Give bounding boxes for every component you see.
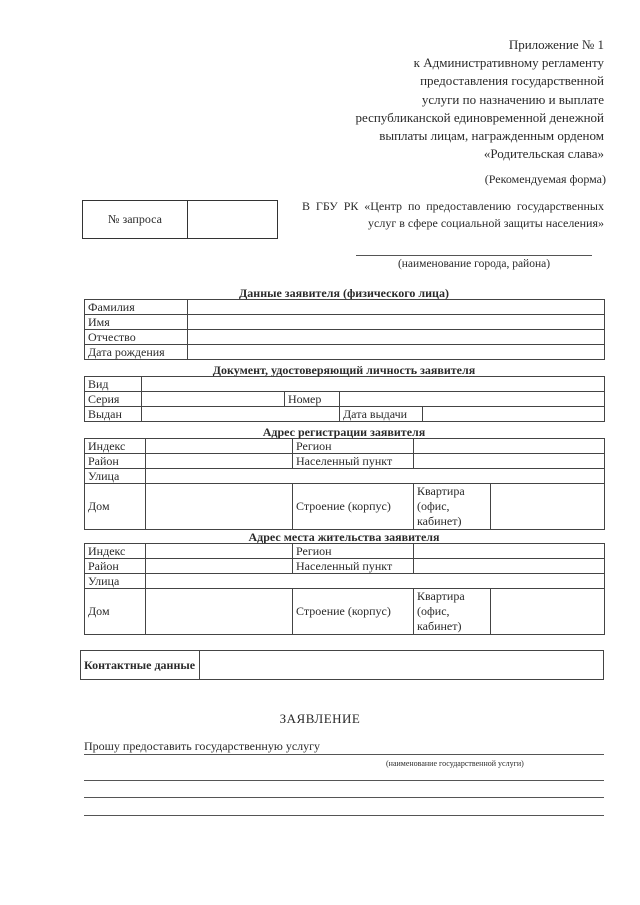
doc-issued-field[interactable] — [142, 407, 340, 422]
reg-district-label: Район — [85, 454, 146, 469]
reg-district-field[interactable] — [146, 454, 293, 469]
addressee-text: В ГБУ РК «Центр по предоставлению государственных услуг в сфере социальной защиты населения» — [302, 199, 604, 230]
header-line: к Административному регламенту — [413, 55, 604, 71]
table-row — [85, 589, 605, 635]
table-row — [85, 315, 605, 330]
reg-house-field[interactable] — [146, 484, 293, 530]
doc-issued-label: Выдан — [85, 407, 142, 422]
reg-region-field[interactable] — [414, 439, 605, 454]
appendix-header — [274, 36, 604, 163]
request-number-label: № запроса — [83, 201, 188, 238]
contacts-label: Контактные данные — [81, 651, 200, 680]
statement-title: ЗАЯВЛЕНИЕ — [279, 711, 361, 726]
res-apartment-field[interactable] — [491, 589, 605, 635]
doc-issue-date-label: Дата выдачи — [340, 407, 423, 422]
reg-address-table — [84, 438, 605, 530]
res-street-label: Улица — [85, 574, 146, 589]
res-apartment-label: Квартира (офис, кабинет) — [414, 589, 491, 635]
doc-series-label: Серия — [85, 392, 142, 407]
reg-building-label: Строение (корпус) — [293, 484, 414, 530]
applicant-section-title: Данные заявителя (физического лица) — [239, 286, 449, 300]
reg-locality-field[interactable] — [414, 454, 605, 469]
res-locality-label: Населенный пункт — [293, 559, 414, 574]
service-name-line[interactable] — [84, 754, 604, 755]
table-row — [81, 651, 604, 680]
res-house-label: Дом — [85, 589, 146, 635]
res-index-label: Индекс — [85, 544, 146, 559]
res-address-section-title: Адрес места жительства заявителя — [248, 530, 440, 544]
table-row — [85, 377, 605, 392]
city-district-caption: (наименование города, района) — [397, 258, 551, 270]
reg-street-field[interactable] — [146, 469, 605, 484]
table-row — [85, 454, 605, 469]
birth-date-label: Дата рождения — [85, 345, 188, 360]
reg-house-label: Дом — [85, 484, 146, 530]
res-house-field[interactable] — [146, 589, 293, 635]
doc-issue-date-field[interactable] — [423, 407, 605, 422]
res-district-field[interactable] — [146, 559, 293, 574]
name-field[interactable] — [188, 315, 605, 330]
name-label: Имя — [85, 315, 188, 330]
reg-region-label: Регион — [293, 439, 414, 454]
table-row — [85, 439, 605, 454]
res-region-field[interactable] — [414, 544, 605, 559]
reg-address-section-title: Адрес регистрации заявителя — [262, 425, 426, 439]
surname-label: Фамилия — [85, 300, 188, 315]
res-index-field[interactable] — [146, 544, 293, 559]
table-row — [85, 407, 605, 422]
res-region-label: Регион — [293, 544, 414, 559]
res-address-table — [84, 543, 605, 635]
table-row — [85, 484, 605, 530]
table-row — [85, 469, 605, 484]
doc-number-field[interactable] — [340, 392, 605, 407]
request-number-box — [82, 200, 278, 239]
service-name-caption: (наименование государственной услуги) — [386, 759, 524, 768]
city-district-line[interactable] — [356, 255, 592, 256]
birth-date-field[interactable] — [188, 345, 605, 360]
patronymic-field[interactable] — [188, 330, 605, 345]
table-row — [85, 544, 605, 559]
applicant-table — [84, 299, 605, 360]
res-locality-field[interactable] — [414, 559, 605, 574]
service-name-line-2[interactable] — [84, 780, 604, 781]
document-section-title: Документ, удостоверяющий личность заявителя — [212, 363, 476, 377]
doc-series-field[interactable] — [142, 392, 285, 407]
patronymic-label: Отчество — [85, 330, 188, 345]
res-building-label: Строение (корпус) — [293, 589, 414, 635]
request-number-field[interactable] — [188, 201, 277, 238]
table-row — [85, 330, 605, 345]
header-line: услуги по назначению и выплате — [421, 91, 604, 107]
reg-apartment-label: Квартира (офис, кабинет) — [414, 484, 491, 530]
doc-type-label: Вид — [85, 377, 142, 392]
header-line: предоставления государственной — [420, 73, 604, 89]
surname-field[interactable] — [188, 300, 605, 315]
res-district-label: Район — [85, 559, 146, 574]
header-line: «Родительская слава» — [483, 146, 604, 162]
recommended-form-note: (Рекомендуемая форма) — [484, 172, 606, 186]
service-name-line-4[interactable] — [84, 815, 604, 816]
contacts-field[interactable] — [200, 651, 604, 680]
reg-apartment-field[interactable] — [491, 484, 605, 530]
header-line: Приложение № 1 — [508, 37, 604, 52]
header-line: выплаты лицам, награжденным орденом — [379, 128, 604, 144]
doc-type-field[interactable] — [142, 377, 605, 392]
reg-locality-label: Населенный пункт — [293, 454, 414, 469]
reg-street-label: Улица — [85, 469, 146, 484]
table-row — [85, 559, 605, 574]
doc-number-label: Номер — [285, 392, 340, 407]
res-street-field[interactable] — [146, 574, 605, 589]
reg-index-label: Индекс — [85, 439, 146, 454]
table-row — [85, 300, 605, 315]
document-table — [84, 376, 605, 422]
reg-index-field[interactable] — [146, 439, 293, 454]
table-row — [85, 574, 605, 589]
header-line: республиканской единовременной денежной — [355, 109, 604, 125]
service-name-line-3[interactable] — [84, 797, 604, 798]
table-row — [85, 392, 605, 407]
contacts-table — [80, 650, 604, 680]
service-request-text: Прошу предоставить государственную услугу — [84, 739, 321, 753]
table-row — [85, 345, 605, 360]
